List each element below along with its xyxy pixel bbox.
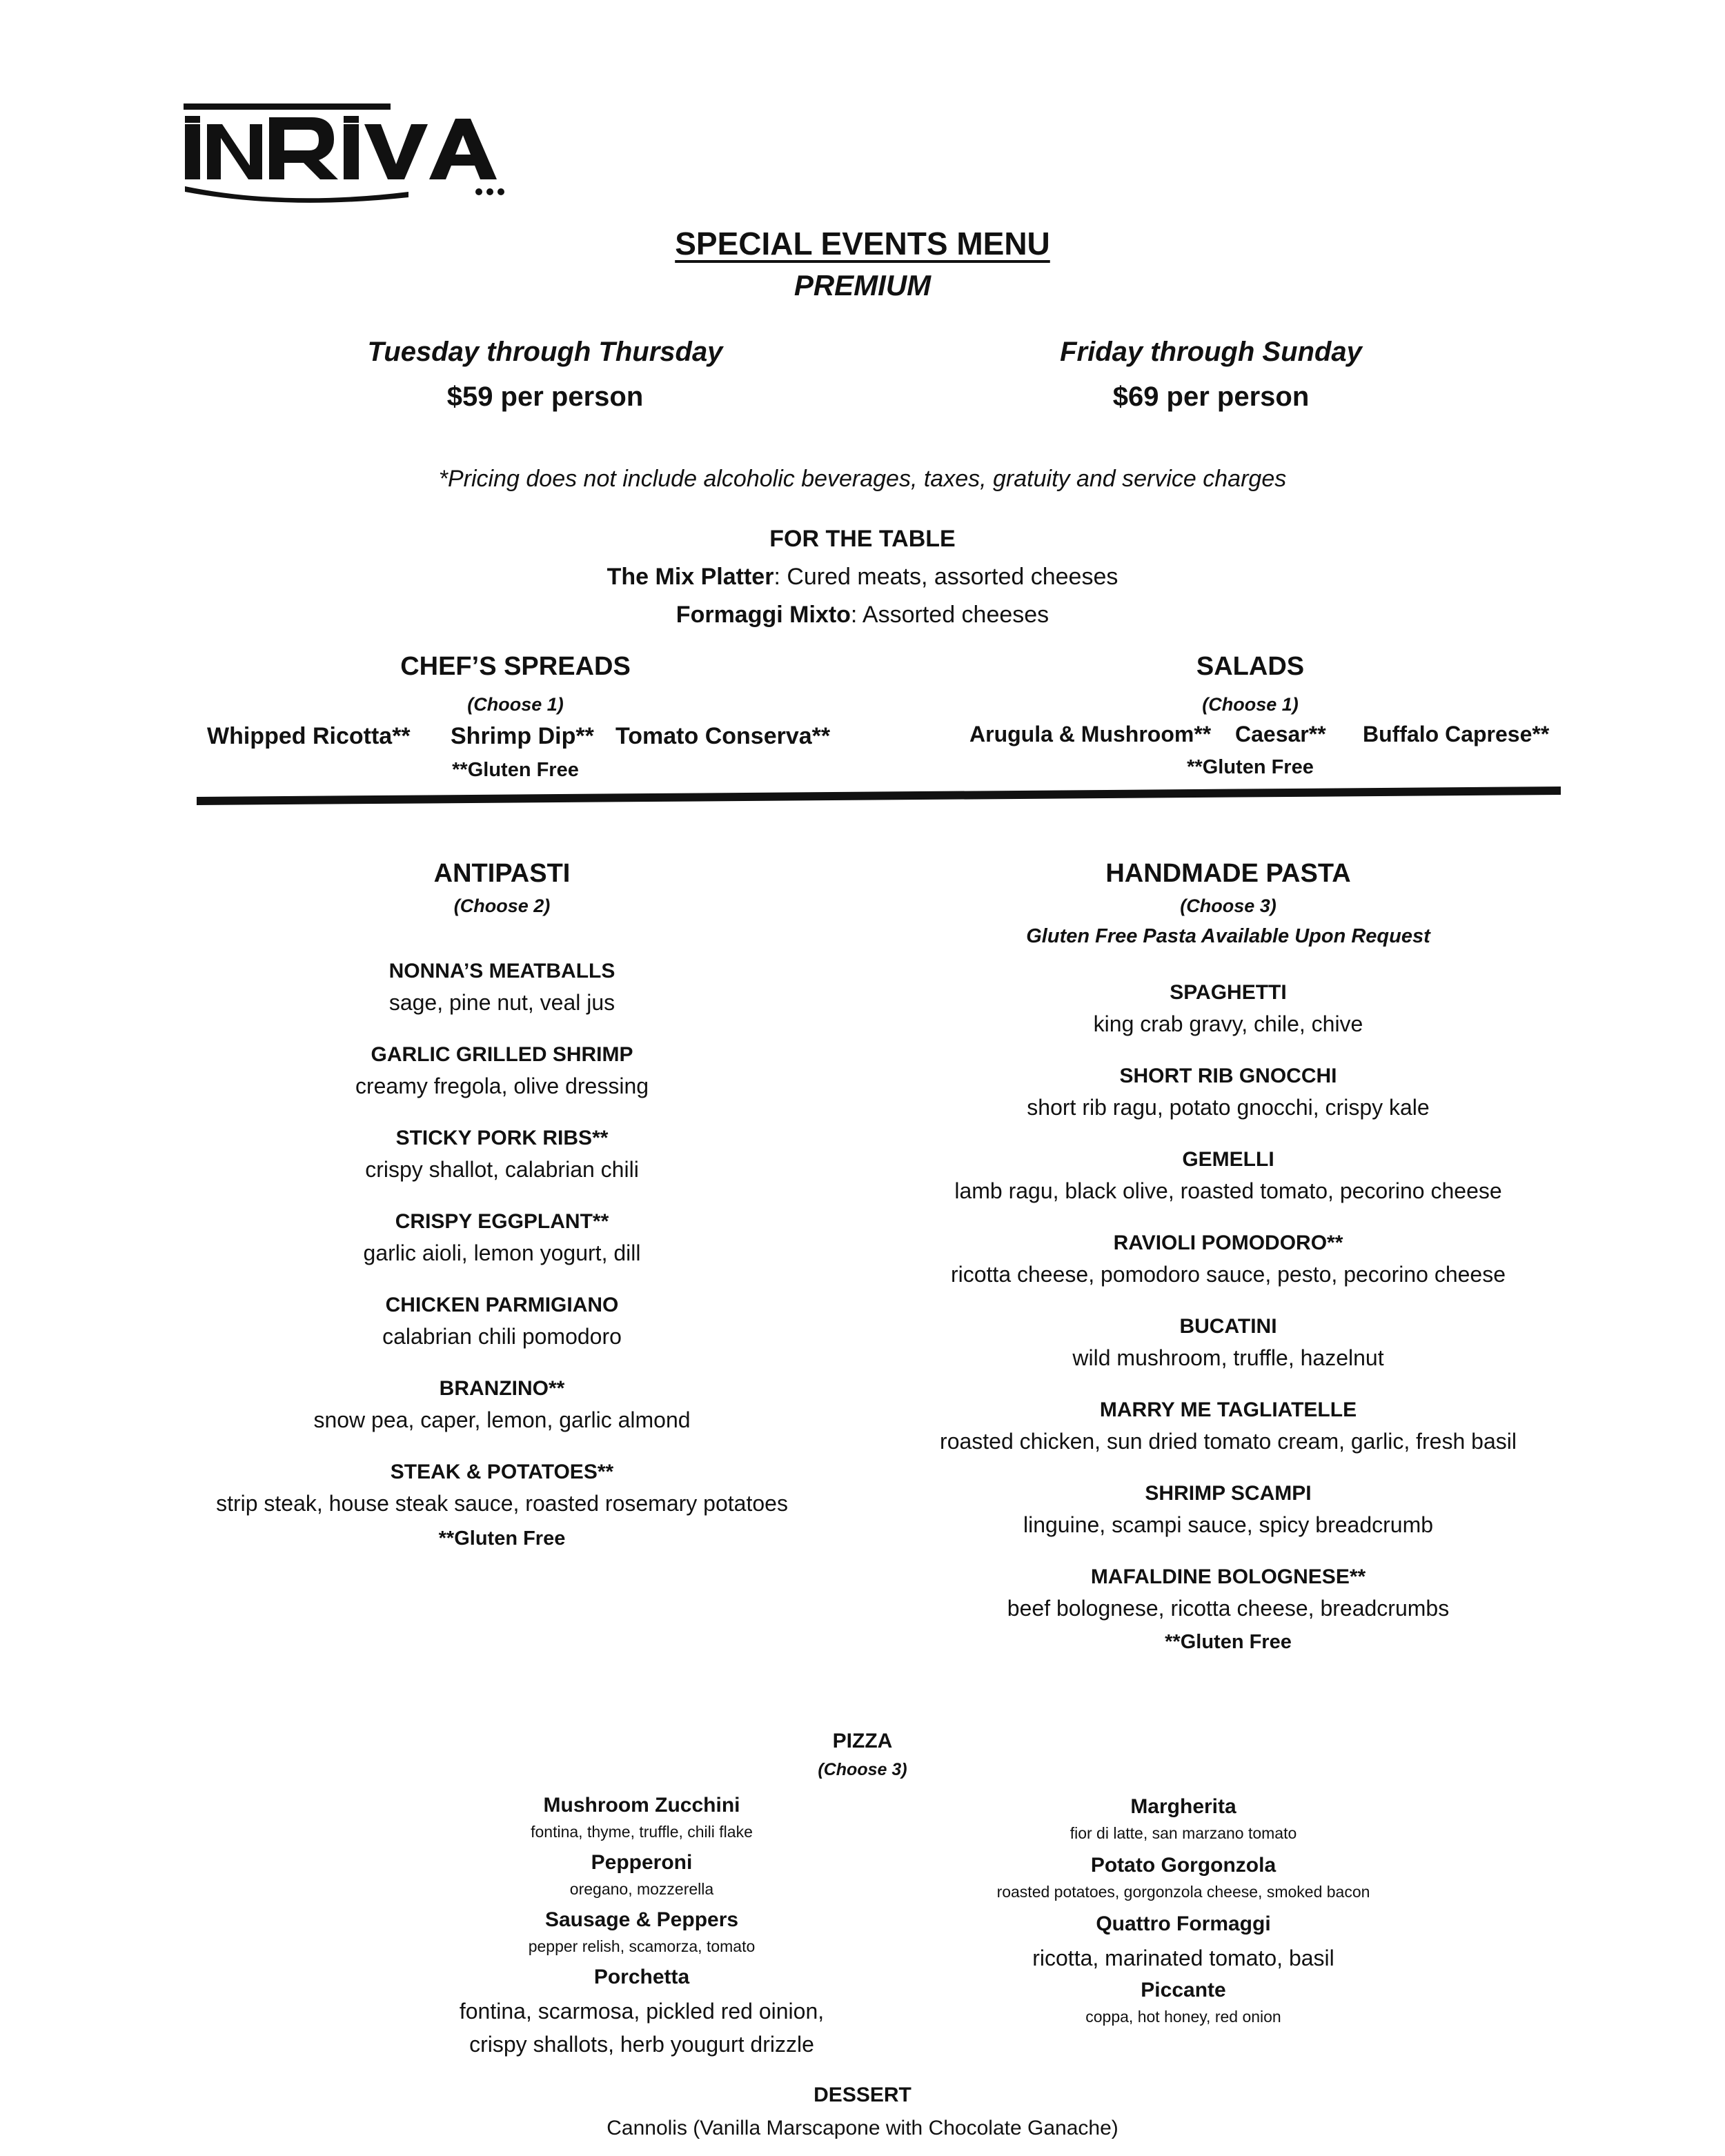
menu-item bbox=[166, 1043, 838, 1099]
restaurant-logo bbox=[181, 103, 512, 204]
menu-subtitle: PREMIUM bbox=[793, 269, 931, 301]
pasta-gluten-note: **Gluten Free bbox=[1165, 1631, 1292, 1653]
table-item-desc: : Cured meats, assorted cheeses bbox=[773, 564, 1118, 590]
antipasti-section bbox=[166, 859, 838, 1550]
salads-choose: (Choose 1) bbox=[1202, 694, 1299, 715]
item-name: GEMELLI bbox=[1182, 1148, 1274, 1171]
item-name: Sausage & Peppers bbox=[544, 1908, 739, 1931]
item-desc: garlic aioli, lemon yogurt, dill bbox=[363, 1240, 641, 1265]
pizza-item bbox=[366, 1966, 918, 2061]
item-name: SHRIMP SCAMPI bbox=[1145, 1482, 1312, 1505]
item-desc: king crab gravy, chile, chive bbox=[1093, 1011, 1363, 1036]
table-item bbox=[0, 564, 1725, 591]
menu-item bbox=[166, 1210, 838, 1266]
menu-item bbox=[883, 981, 1573, 1037]
dessert-heading: DESSERT bbox=[814, 2084, 911, 2106]
salads-header bbox=[1043, 652, 1457, 715]
pasta-gluten-free-note: Gluten Free Pasta Available Upon Request bbox=[1026, 925, 1430, 947]
table-item-name: The Mix Platter bbox=[607, 564, 774, 590]
pizza-header bbox=[0, 1730, 1725, 1780]
antipasti-choose: (Choose 2) bbox=[453, 896, 551, 916]
pasta-section bbox=[883, 859, 1573, 1654]
item-desc: fior di latte, san marzano tomato bbox=[1070, 1824, 1297, 1842]
pizza-item bbox=[366, 1794, 918, 1841]
weekday-days: Tuesday through Thursday bbox=[367, 337, 723, 367]
salad-item: Caesar** bbox=[1235, 722, 1326, 746]
pasta-heading: HANDMADE PASTA bbox=[1105, 859, 1351, 888]
item-desc: linguine, scampi sauce, spicy breadcrumb bbox=[1023, 1512, 1434, 1537]
item-name: SHORT RIB GNOCCHI bbox=[1119, 1065, 1337, 1087]
item-name: GARLIC GRILLED SHRIMP bbox=[371, 1043, 633, 1066]
weekend-pricing bbox=[900, 337, 1521, 413]
item-desc: crispy shallot, calabrian chili bbox=[365, 1157, 639, 1182]
item-desc: snow pea, caper, lemon, garlic almond bbox=[313, 1407, 691, 1432]
spread-item: Shrimp Dip** bbox=[451, 723, 594, 749]
pricing-disclaimer: *Pricing does not include alcoholic beverages, taxes, gratuity and service charges bbox=[438, 466, 1287, 492]
item-desc: fontina, scarmosa, pickled red oinion, crispy shallots, herb yougurt drizzle bbox=[459, 1999, 825, 2057]
spreads-choose: (Choose 1) bbox=[467, 694, 564, 715]
item-name: Porchetta bbox=[593, 1966, 690, 1988]
item-name: Quattro Formaggi bbox=[1096, 1912, 1271, 1935]
salads-heading: SALADS bbox=[1196, 652, 1305, 681]
menu-item bbox=[166, 1377, 838, 1433]
item-name: Margherita bbox=[1130, 1795, 1236, 1818]
antipasti-gluten-note: **Gluten Free bbox=[438, 1527, 566, 1550]
pizza-item bbox=[907, 1912, 1459, 1975]
logo-graphic bbox=[181, 103, 512, 204]
menu-item bbox=[883, 1565, 1573, 1621]
pizza-item bbox=[907, 1979, 1459, 2026]
table-item-desc: : Assorted cheeses bbox=[850, 602, 1049, 628]
menu-item bbox=[883, 1232, 1573, 1287]
item-desc: ricotta, marinated tomato, basil bbox=[1032, 1946, 1334, 1970]
salad-item: Arugula & Mushroom** bbox=[969, 722, 1212, 746]
menu-item bbox=[883, 1315, 1573, 1371]
item-desc: coppa, hot honey, red onion bbox=[1085, 2008, 1281, 2026]
pizza-right-column bbox=[907, 1795, 1459, 2026]
item-desc: beef bolognese, ricotta cheese, breadcrumbs bbox=[1007, 1596, 1450, 1621]
spreads-heading: CHEF’S SPREADS bbox=[400, 652, 631, 681]
spread-item: Whipped Ricotta** bbox=[207, 723, 411, 749]
pizza-item bbox=[366, 1908, 918, 1956]
salads-gluten-note: **Gluten Free bbox=[1187, 756, 1314, 778]
item-desc: sage, pine nut, veal jus bbox=[388, 990, 615, 1015]
for-the-table-section bbox=[0, 526, 1725, 629]
pizza-left-column bbox=[366, 1794, 918, 2061]
weekend-price: $69 per person bbox=[1112, 382, 1310, 412]
item-name: Piccante bbox=[1141, 1979, 1226, 2001]
weekday-pricing bbox=[235, 337, 856, 413]
item-name: STICKY PORK RIBS** bbox=[395, 1127, 609, 1149]
pasta-choose: (Choose 3) bbox=[1180, 896, 1276, 916]
item-name: BRANZINO** bbox=[439, 1377, 565, 1400]
item-desc: wild mushroom, truffle, hazelnut bbox=[1072, 1345, 1384, 1370]
item-name: Pepperoni bbox=[591, 1851, 693, 1874]
for-the-table-heading: FOR THE TABLE bbox=[769, 526, 956, 552]
menu-item bbox=[166, 1461, 838, 1516]
dessert-section bbox=[0, 2084, 1725, 2140]
item-desc: short rib ragu, potato gnocchi, crispy kale bbox=[1027, 1095, 1430, 1120]
item-desc: ricotta cheese, pomodoro sauce, pesto, pecorino cheese bbox=[950, 1262, 1506, 1287]
antipasti-heading: ANTIPASTI bbox=[433, 859, 571, 888]
item-desc: calabrian chili pomodoro bbox=[382, 1324, 622, 1349]
spreads-gluten-note: **Gluten Free bbox=[452, 759, 579, 781]
item-name: MAFALDINE BOLOGNESE** bbox=[1090, 1565, 1366, 1588]
menu-item bbox=[883, 1065, 1573, 1120]
menu-item bbox=[166, 1294, 838, 1349]
weekday-price: $59 per person bbox=[446, 382, 644, 412]
item-name: CRISPY EGGPLANT** bbox=[395, 1210, 609, 1233]
item-desc: oregano, mozzerella bbox=[569, 1880, 714, 1898]
pizza-item bbox=[366, 1851, 918, 1899]
pizza-choose: (Choose 3) bbox=[818, 1760, 907, 1779]
item-desc: roasted chicken, sun dried tomato cream, garlic, fresh basil bbox=[940, 1429, 1517, 1454]
table-item-name: Formaggi Mixto bbox=[676, 602, 851, 628]
menu-item bbox=[166, 1127, 838, 1183]
item-name: CHICKEN PARMIGIANO bbox=[385, 1294, 619, 1316]
item-desc: strip steak, house steak sauce, roasted rosemary potatoes bbox=[216, 1491, 788, 1516]
weekend-days: Friday through Sunday bbox=[1060, 337, 1362, 367]
pizza-heading: PIZZA bbox=[832, 1730, 893, 1752]
menu-item bbox=[883, 1148, 1573, 1204]
item-desc: creamy fregola, olive dressing bbox=[355, 1074, 649, 1098]
item-name: Mushroom Zucchini bbox=[543, 1794, 740, 1817]
spread-item: Tomato Conserva** bbox=[615, 723, 831, 749]
pizza-item bbox=[907, 1854, 1459, 1901]
item-name: NONNA’S MEATBALLS bbox=[388, 960, 615, 982]
item-desc: lamb ragu, black olive, roasted tomato, pecorino cheese bbox=[954, 1178, 1502, 1203]
item-desc: fontina, thyme, truffle, chili flake bbox=[531, 1823, 753, 1841]
item-desc: pepper relish, scamorza, tomato bbox=[528, 1937, 756, 1955]
table-item bbox=[0, 602, 1725, 629]
menu-item bbox=[883, 1398, 1573, 1454]
menu-title: SPECIAL EVENTS MENU bbox=[675, 226, 1050, 261]
spreads-header bbox=[308, 652, 722, 715]
salad-item: Buffalo Caprese** bbox=[1363, 722, 1550, 746]
item-name: BUCATINI bbox=[1179, 1315, 1277, 1338]
menu-item bbox=[166, 960, 838, 1016]
menu-item bbox=[883, 1482, 1573, 1538]
item-name: STEAK & POTATOES** bbox=[390, 1461, 614, 1483]
pizza-item bbox=[907, 1795, 1459, 1843]
item-name: Potato Gorgonzola bbox=[1090, 1854, 1276, 1877]
item-desc: roasted potatoes, gorgonzola cheese, smoked bacon bbox=[996, 1883, 1370, 1901]
item-name: MARRY ME TAGLIATELLE bbox=[1099, 1398, 1357, 1421]
item-name: RAVIOLI POMODORO** bbox=[1113, 1232, 1343, 1254]
item-name: SPAGHETTI bbox=[1170, 981, 1287, 1004]
dessert-item: Cannolis (Vanilla Marscapone with Chocolate Ganache) bbox=[607, 2117, 1118, 2139]
